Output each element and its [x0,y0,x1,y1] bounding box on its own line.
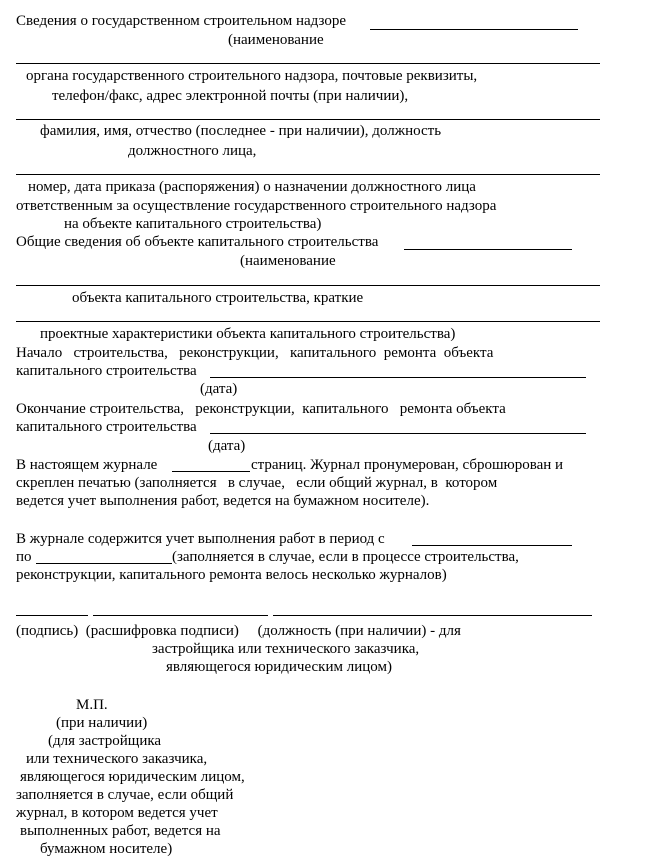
stamp-line9: бумажном носителе) [40,841,173,857]
position-field[interactable] [273,615,592,616]
stamp-line2: (при наличии) [56,715,148,731]
header-caption: (наименование [228,32,324,48]
stamp-mp: М.П. [76,697,108,713]
period-line3: реконструкции, капитального ремонта велось несколько журналов) [16,567,447,583]
authority-caption-line1: органа государственного строительного надзора, почтовые реквизиты, [26,68,478,84]
end-line1: Окончание строительства, реконструкции, капитального ремонта объекта [16,401,506,417]
authority-caption-line2: телефон/факс, адрес электронной почты (при наличии), [52,88,409,104]
object-title: Общие сведения об объекте капитального строительства [16,234,379,250]
object-caption-line2: проектные характеристики объекта капитального строительства) [40,326,456,342]
signature-field[interactable] [16,615,88,616]
object-caption: (наименование [240,253,336,269]
period-line2-b: (заполняется в случае, если в процессе строительства, [172,549,519,565]
signature-caption: (подпись) (расшифровка подписи) (должность (при наличии) - для [16,623,461,639]
period-from-field[interactable] [412,545,572,546]
start-line1: Начало строительства, реконструкции, капитального ремонта объекта [16,345,494,361]
official-field[interactable] [16,119,600,120]
object-field-1[interactable] [16,285,600,286]
stamp-line8: выполненных работ, ведется на [20,823,221,839]
official-caption-line1: фамилия, имя, отчество (последнее - при наличии), должность [40,123,442,139]
object-name-field[interactable] [404,249,572,250]
end-date-field[interactable] [210,433,586,434]
end-date-caption: (дата) [208,438,246,454]
start-date-caption: (дата) [200,381,238,397]
end-line2: капитального строительства [16,419,197,435]
start-line2: капитального строительства [16,363,197,379]
pages-line3: ведется учет выполнения работ, ведется на бумажном носителе). [16,493,430,509]
pages-line1-b: страниц. Журнал пронумерован, сброшюрован и [251,457,564,473]
signature-caption-line3: являющегося юридическим лицом) [166,659,392,675]
header-title-field[interactable] [370,29,578,30]
period-line2-a: по [16,549,32,565]
pages-count-field[interactable] [172,471,250,472]
order-caption-line2: ответственным за осуществление государственного строительного надзора [16,198,497,214]
order-caption-line1: номер, дата приказа (распоряжения) о назначении должностного лица [28,179,476,195]
period-to-field[interactable] [36,563,172,564]
stamp-line7: журнал, в котором ведется учет [16,805,218,821]
order-caption-line3: на объекте капитального строительства) [64,216,322,232]
official-caption-line2: должностного лица, [128,143,257,159]
pages-line2: скреплен печатью (заполняется в случае, если общий журнал, в котором [16,475,498,491]
stamp-line3: (для застройщика [48,733,162,749]
period-line1: В журнале содержится учет выполнения работ в период с [16,531,385,547]
signature-decoding-field[interactable] [93,615,268,616]
order-field[interactable] [16,174,600,175]
object-field-2[interactable] [16,321,600,322]
start-date-field[interactable] [210,377,586,378]
object-caption-line1: объекта капитального строительства, краткие [72,290,364,306]
signature-caption-line2: застройщика или технического заказчика, [152,641,420,657]
pages-line1-a: В настоящем журнале [16,457,158,473]
stamp-line5: являющегося юридическим лицом, [20,769,245,785]
header-title: Сведения о государственном строительном надзоре [16,13,346,29]
stamp-line6: заполняется в случае, если общий [16,787,234,803]
authority-field[interactable] [16,63,600,64]
stamp-line4: или технического заказчика, [26,751,208,767]
